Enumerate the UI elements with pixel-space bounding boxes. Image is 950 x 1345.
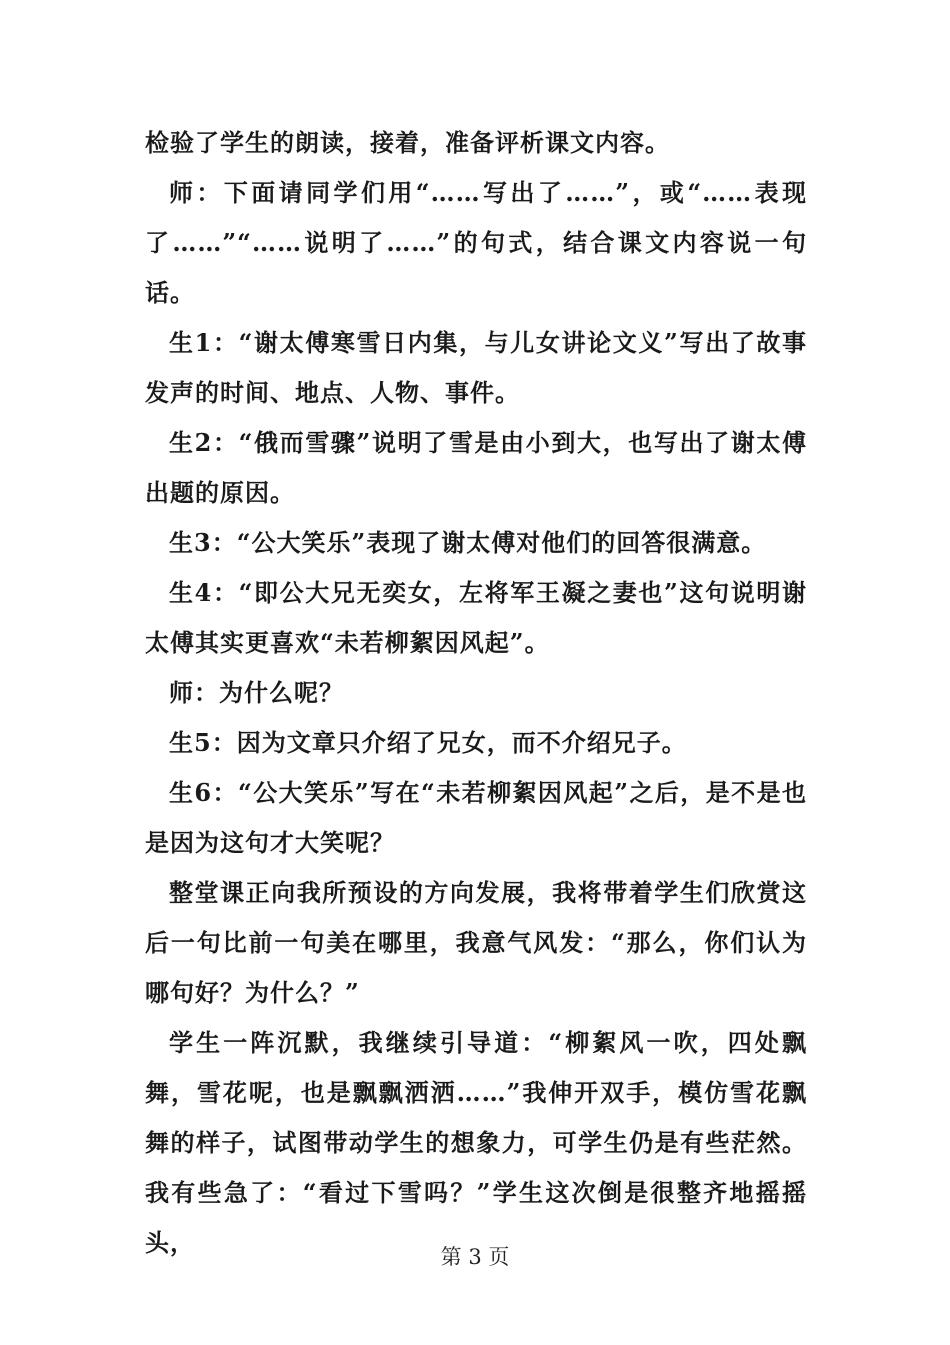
paragraph-10: 整堂课正向我所预设的方向发展，我将带着学生们欣赏这后一句比前一句美在哪里，我意气风发：“那么，你们认为哪句好？为什么？” bbox=[145, 878, 807, 1007]
paragraph-6: 生4：“即公大兄无奕女，左将军王凝之妻也”这句说明谢太傅其实更喜欢“未若柳絮因风起”。 bbox=[145, 578, 807, 657]
paragraph-3: 生1：“谢太傅寒雪日内集，与儿女讲论文义”写出了故事发声的时间、地点、人物、事件。 bbox=[145, 328, 807, 407]
paragraph-1: 检验了学生的朗读，接着，准备评析课文内容。 bbox=[145, 128, 670, 157]
paragraph-7: 师：为什么呢？ bbox=[169, 678, 344, 707]
paragraph-11: 学生一阵沉默，我继续引导道：“柳絮风一吹，四处飘舞，雪花呢，也是飘飘洒洒……”我伸开双手，模仿雪花飘舞的样子，试图带动学生的想象力，可学生仍是有些茫然。我有些急了：“看过下雪吗？”学生这次倒是很整齐地摇摇头， bbox=[145, 1028, 807, 1257]
page-number: 第 3 页 bbox=[440, 1245, 510, 1269]
paragraph-4: 生2：“俄而雪骤”说明了雪是由小到大，也写出了谢太傅出题的原因。 bbox=[145, 428, 807, 507]
paragraph-5: 生3：“公大笑乐”表现了谢太傅对他们的回答很满意。 bbox=[169, 528, 767, 557]
paragraph-2: 师：下面请同学们用“……写出了……”，或“……表现了……”“……说明了……”的句式，结合课文内容说一句话。 bbox=[145, 178, 807, 307]
paragraph-9: 生6：“公大笑乐”写在“未若柳絮因风起”之后，是不是也是因为这句才大笑呢？ bbox=[145, 778, 807, 857]
body-text bbox=[145, 118, 807, 1268]
paragraph-8: 生5：因为文章只介绍了兄女，而不介绍兄子。 bbox=[169, 728, 687, 757]
